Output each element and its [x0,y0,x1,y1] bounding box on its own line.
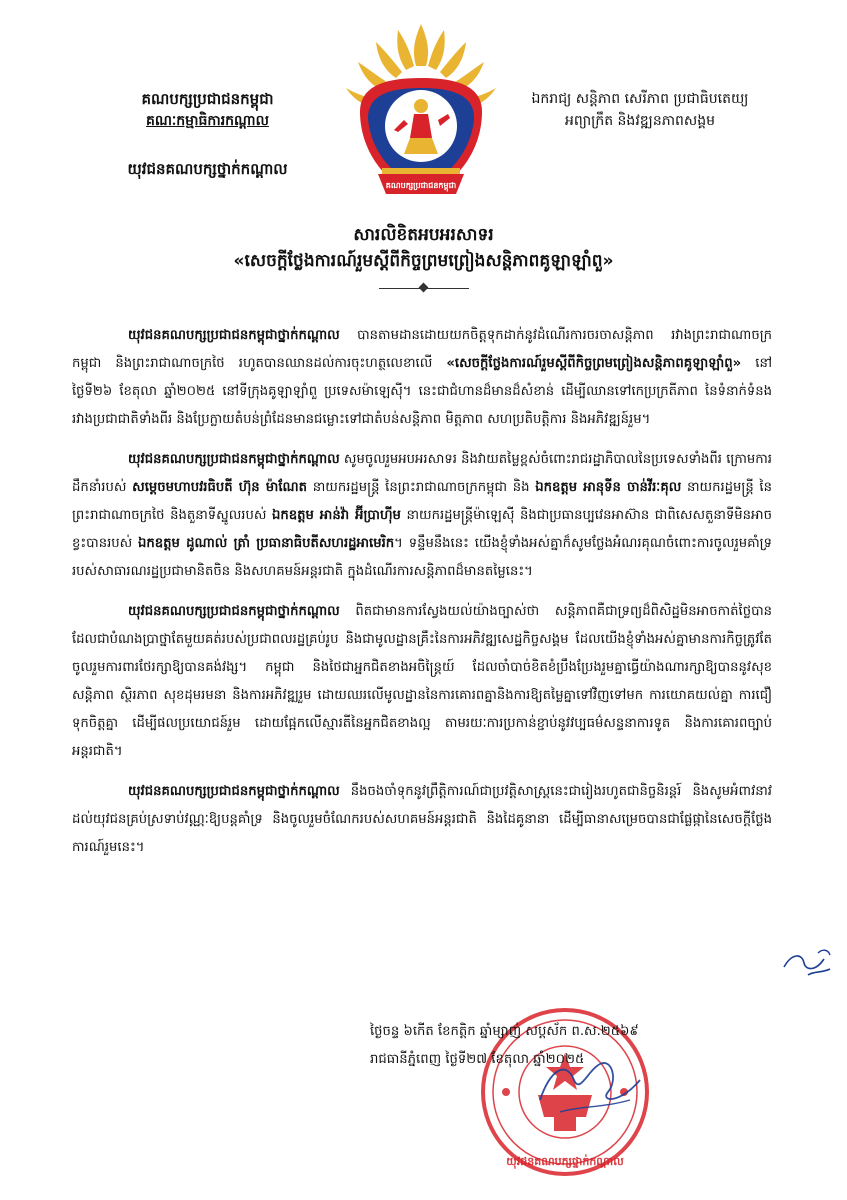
org-name: យុវជនគណបក្សប្រជាជនកម្ពុជាថ្នាក់កណ្តាល [128,328,340,343]
title-line-2: «សេចក្តីថ្លែងការណ៍រួមស្តីពីកិច្ចព្រមព្រៀងសន្តិភាពគូឡាឡាំពួ» [233,251,614,271]
paragraph-1 [72,322,772,434]
national-motto-2: អព្យាក្រឹត និងវឌ្ឍនភាពសង្គម [564,113,716,129]
org-name: យុវជនគណបក្សប្រជាជនកម្ពុជាថ្នាក់កណ្តាល [128,784,340,799]
paragraph-text: នាយករដ្ឋមន្ត្រី នៃព្រះរាជាណាចក្រថៃ និងតួនាទីស្នូលរបស់ [72,480,772,523]
national-motto: ឯករាជ្យ សន្តិភាព សេរីភាព ប្រជាធិបតេយ្យ [531,91,749,107]
youth-central-level: យុវជនគណបក្សថ្នាក់កណ្តាល [127,160,288,178]
letter-title [80,222,767,292]
paragraph-3 [72,598,772,766]
solar-date: រាជធានីភ្នំពេញ ថ្ងៃទី២៧ ខែតុលា ឆ្នាំ២០២៥ [370,1052,585,1067]
header-left [100,88,315,180]
emblem-text: គណបក្សប្រជាជនកម្ពុជា [385,181,457,190]
leader-name: ឯកឧត្តម ដូណាល់ ត្រាំ ប្រធានាធិបតីសហរដ្ឋអាមេរិក [138,536,395,551]
handwritten-signature-icon [530,1040,650,1130]
leader-name: សម្តេចមហាបវរធិបតី ហ៊ុន ម៉ាណែត [132,480,308,495]
paragraph-2 [72,446,772,586]
paragraph-text: បានតាមដានដោយយកចិត្តទុកដាក់នូវដំណើរការចរចាសន្តិភាព រវាងព្រះរាជាណាចក្រកម្ពុជា និងព្រះរាជាណាចក្រថៃ រហូតបានឈានដល់ការចុះហត្ថលេខាលើ [72,328,772,371]
lunar-date: ថ្ងៃចន្ទ ៦កើត ខែកត្តិក ឆ្នាំម្សាញ់ សប្តស័ក ព.ស.២៥៦៩ [370,1024,639,1039]
title-line-1: សារលិខិតអបអរសាទរ [353,225,494,245]
paragraph-text: នាយករដ្ឋមន្ត្រី នៃព្រះរាជាណាចក្រកម្ពុជា និង [307,480,536,495]
party-name: គណបក្សប្រជាជនកម្ពុជា [141,90,274,108]
paragraph-text: ពិតជាមានការស្វែងយល់យ៉ាងច្បាស់ថា សន្តិភាពគឺជាទ្រព្យដ៏ពិសិដ្ឋមិនអាចកាត់ថ្លៃបាន ដែលជាបំណងប្រាថ្នាតែមួយគត់របស់ប្រជាពលរដ្ឋគ្រប់រូប និងជាមូលដ្ឋានគ្រឹះនៃការអភិវឌ្ឍសេដ្ឋកិច្ចសង្គម ដែលយើងខ្ញុំទាំងអស់គ្នាមានការកិច្ចត្រូវតែចូលរួមការពារថែរក្សាឱ្យបានគង់វង្ស។ កម្ពុជា និងថៃជាអ្នកជិតខាងអចិន្ត្រៃយ៍ ដែលចាំបាច់ខិតខំប្រឹងប្រែងរួមគ្នាធ្វើយ៉ាងណារក្សាឱ្យបាននូវសុខសន្តិភាព ស្ថិរភាព សុខដុមរមនា និងការអភិវឌ្ឍរួម ដោយឈរលើមូលដ្ឋាននៃការគោរពគ្នានិងការឱ្យតម្លៃគ្នាទៅវិញទៅមក ការយោគយល់គ្នា ការជឿទុកចិត្តគ្នា ដើម្បីផលប្រយោជន៍រួម ដោយផ្អែកលើស្មារតីនៃអ្នកជិតខាងល្អ តាមរយៈការប្រកាន់ខ្ជាប់នូវវប្បធម៌សន្ទនាការទូត និងការគោរពច្បាប់អន្តរជាតិ។ [72,604,772,759]
agreement-name: «សេចក្តីថ្លែងការណ៍រួមស្តីពីកិច្ចព្រមព្រៀងសន្តិភាពគូឡាឡាំពួ» [446,356,742,371]
paragraph-4 [72,778,772,862]
paragraph-text: ។ ទន្ទឹមនឹងនេះ យើងខ្ញុំទាំងអស់គ្នាក៏សូមថ្លែងអំណរគុណចំពោះការចូលរួមគាំទ្ររបស់សាធារណរដ្ឋប្រជាមានិតចិន និងសហគមន៍អន្តរជាតិ ក្នុងដំណើរការសន្តិភាពដ៏មានតម្លៃនេះ។ [72,536,772,579]
cpp-party-emblem-icon [338,22,504,210]
paragraph-text: នាយករដ្ឋមន្ត្រីម៉ាឡេស៊ី និងជាប្រធានប្បវេនអាស៊ាន ជាពិសេសតួនាទីមិនអាចខ្វះបានរបស់ [72,508,772,551]
leader-name: ឯកឧត្តម អានុទីន ចាន់វីរៈគុល [535,480,682,495]
org-name: យុវជនគណបក្សប្រជាជនកម្ពុជាថ្នាក់កណ្តាល [128,452,340,467]
central-committee: គណៈកម្មាធិការកណ្តាល [146,113,269,129]
seal-text: យុវជនគណបក្សថ្នាក់កណ្តាល [506,1155,624,1168]
header-right [505,88,775,132]
leader-name: ឯកឧត្តម អាន់វ៉ា អ៊ីប្រាហ៊ីម [271,508,401,523]
paragraph-text: សូមចូលរួមអបអរសាទរ និងវាយតម្លៃខ្ពស់ចំពោះរាជរដ្ឋាភិបាលនៃប្រទេសទាំងពីរ ក្រោមការដឹកនាំរបស់ [72,452,772,495]
org-name: យុវជនគណបក្សប្រជាជនកម្ពុជាថ្នាក់កណ្តាល [128,604,340,619]
paragraph-text: នឹងចងចាំទុកនូវព្រឹត្តិការណ៍ជាប្រវត្តិសាស្ត្រនេះជារៀងរហូតជានិច្ចនិរន្តរ៍ និងសូមអំពាវនាវដល់យុវជនគ្រប់ស្រទាប់វណ្ណៈឱ្យបន្តគាំទ្រ និងចូលរួមចំណែករបស់សហគមន៍អន្តរជាតិ និងដៃគូនានា ដើម្បីធានាសម្រេចបានជាផ្លែផ្កានៃសេចក្តីថ្លែងការណ៍រួមនេះ។ [72,784,772,855]
title-divider [379,284,469,292]
letter-body [72,322,772,874]
handwritten-initial-icon [778,945,834,981]
paragraph-text: នៅថ្ងៃទី២៦ ខែតុលា ឆ្នាំ២០២៥ នៅទីក្រុងគូឡាឡាំពួ ប្រទេសម៉ាឡេស៊ី។ នេះជាជំហានដ៏មានដ៏សំខាន់ ដើម្បីឈានទៅកេប្រក្រតីភាព នៃទំនាក់ទំនងរវាងប្រជាជាតិទាំងពីរ និងប្រែក្លាយតំបន់ព្រំដែនមានជម្លោះទៅជាតំបន់សន្តិភាព មិត្តភាព សហប្រតិបត្តិការ និងអភិវឌ្ឍន៍រួម។ [72,356,773,427]
